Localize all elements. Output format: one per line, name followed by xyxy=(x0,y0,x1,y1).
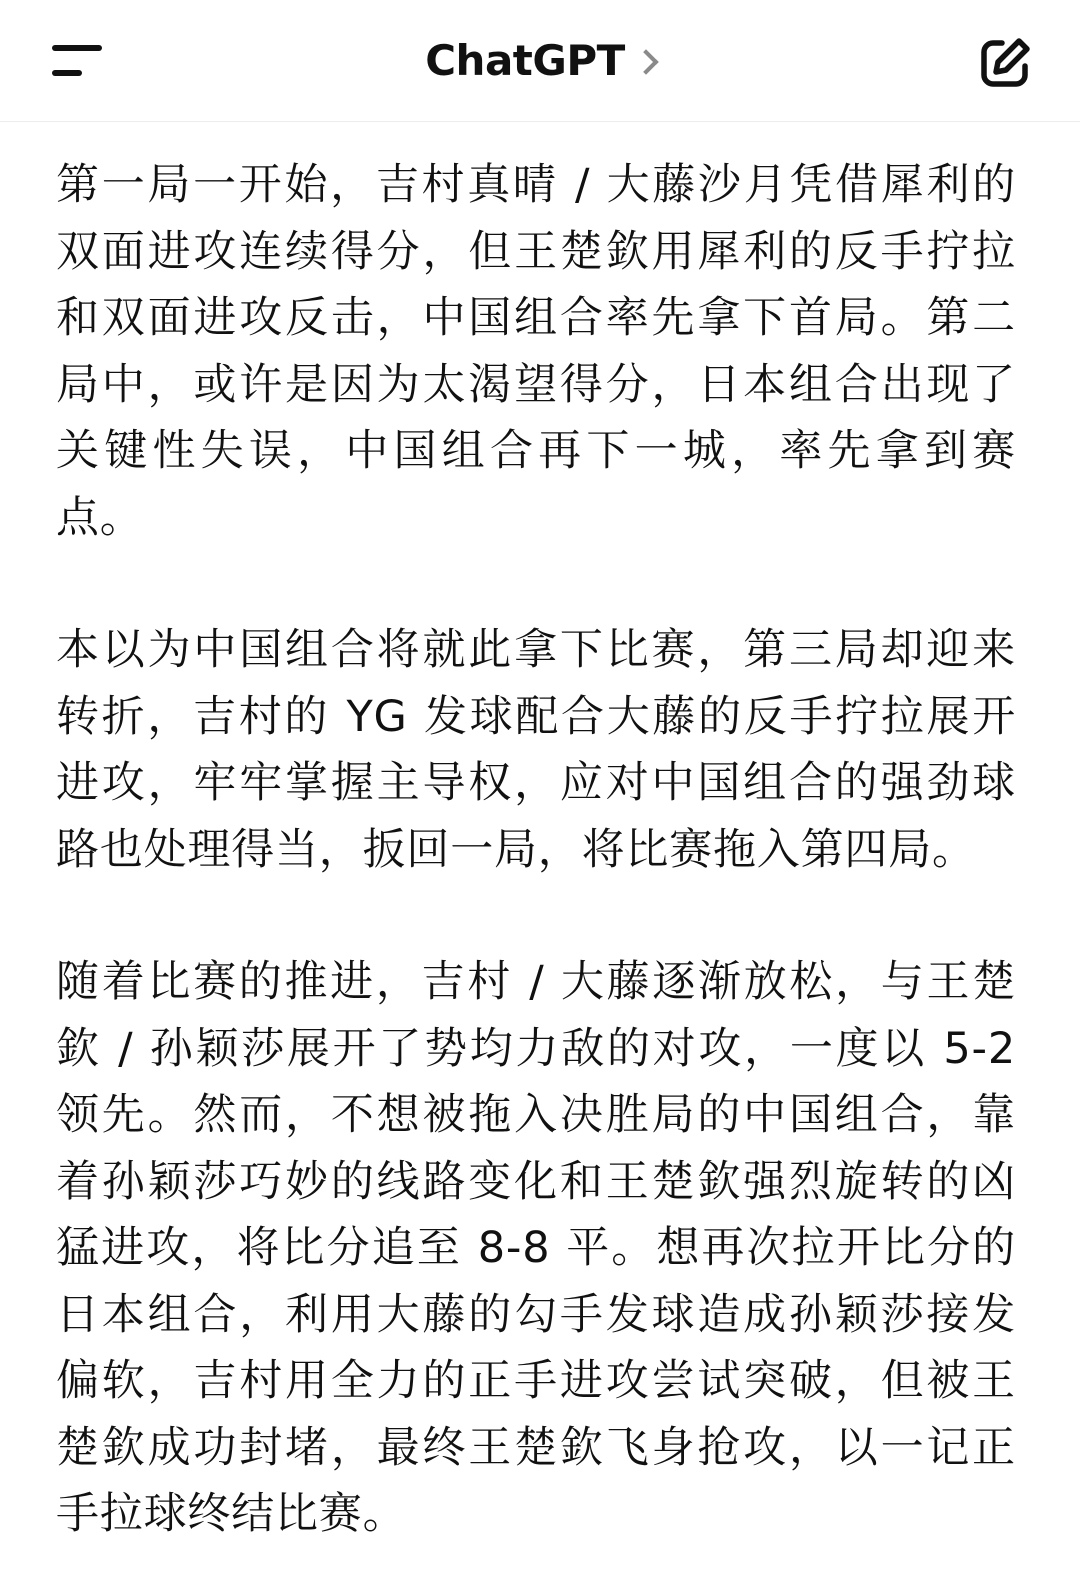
message-paragraph: 本以为中国组合将就此拿下比赛，第三局却迎来转折，吉村的 YG 发球配合大藤的反手拧拉展开进攻，牢牢掌握主导权，应对中国组合的强劲球路也处理得当，扳回一局，将比赛拖入第四局。 xyxy=(56,625,1016,875)
assistant-message xyxy=(56,152,1016,1548)
new-chat-button[interactable] xyxy=(976,34,1034,92)
chevron-right-icon xyxy=(633,49,658,74)
message-paragraph: 随着比赛的推进，吉村 / 大藤逐渐放松，与王楚欽 / 孙颖莎展开了势均力敌的对攻，一度以 5-2 领先。然而，不想被拖入决胜局的中国组合，靠着孙颖莎巧妙的线路变化和王楚欽强烈旋转的凶猛进攻，将比分追至 8-8 平。想再次拉开比分的日本组合，利用大藤的勾手发球造成孙颖莎接发偏软，吉村用全力的正手进攻尝试突破，但被王楚欽成功封堵，最终王楚欽飞身抢攻，以一记正手拉球终结比赛。 xyxy=(56,957,1016,1539)
message-paragraph: 第一局一开始，吉村真晴 / 大藤沙月凭借犀利的双面进攻连续得分，但王楚欽用犀利的反手拧拉和双面进攻反击，中国组合率先拿下首局。第二局中，或许是因为太渴望得分，日本组合出现了关键性失误，中国组合再下一城，率先拿到赛点。 xyxy=(56,160,1016,543)
model-selector-button[interactable] xyxy=(425,36,655,85)
title-area xyxy=(0,36,1080,92)
top-bar xyxy=(0,0,1080,122)
edit-icon xyxy=(976,34,1034,92)
app-title: ChatGPT xyxy=(425,36,625,85)
